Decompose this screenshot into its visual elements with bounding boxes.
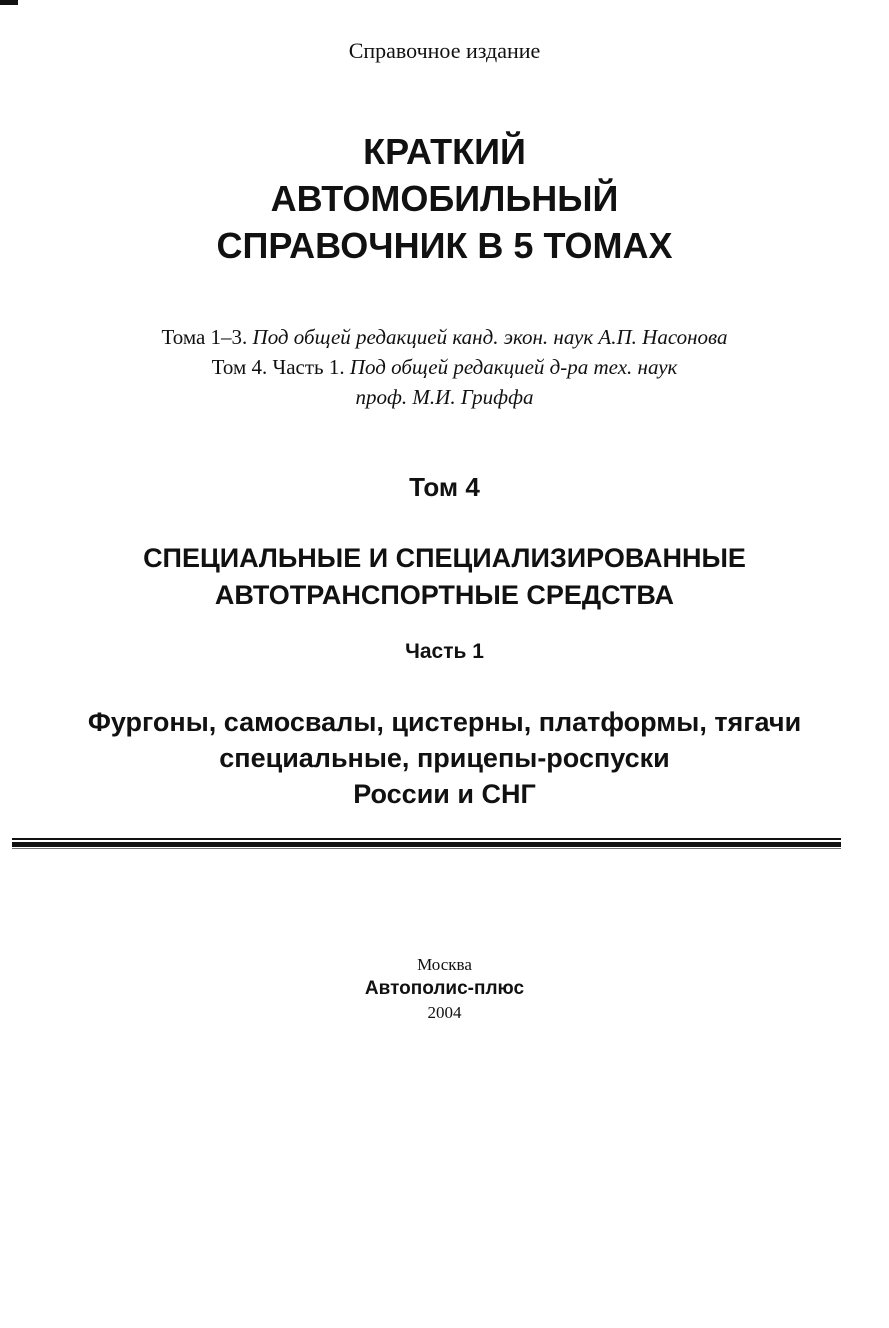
imprint-city: Москва [417,955,472,974]
editors-line-2-italic: Под общей редакцией д-ра тех. наук [349,355,678,379]
divider-rule [12,838,841,850]
editors-line-1-italic: Под общей редакцией канд. экон. наук А.П. Насонова [252,325,728,349]
editors-line-3 [0,382,889,412]
book-title-line-1: КРАТКИЙ [363,131,526,172]
editors-line-1 [0,322,889,352]
imprint-year: 2004 [427,1003,462,1022]
edition-type: Справочное издание [348,38,541,63]
editors-line-2 [0,352,889,382]
part-content [0,704,889,812]
book-title [0,128,889,269]
volume-heading: Том 4 [409,472,480,502]
part-heading: Часть 1 [405,640,484,663]
part-content-line-3: России и СНГ [353,779,536,809]
part-content-line-2: специальные, прицепы-роспуски [219,743,670,773]
editors-line-3-italic: проф. М.И. Гриффа [355,385,534,409]
part-content-line-1: Фургоны, самосвалы, цистерны, платформы, тягачи [87,707,802,737]
editors-line-2-prefix: Том 4. Часть 1. [211,355,350,379]
book-title-line-2: АВТОМОБИЛЬНЫЙ [270,178,619,219]
editors-block [0,322,889,412]
volume-subject [0,540,889,614]
volume-subject-line-2: АВТОТРАНСПОРТНЫЕ СРЕДСТВА [214,580,675,610]
book-title-line-3: СПРАВОЧНИК В 5 ТОМАХ [216,225,673,266]
editors-line-1-prefix: Тома 1–3. [161,325,253,349]
imprint-publisher: Автополис-плюс [364,978,525,999]
volume-subject-line-1: СПЕЦИАЛЬНЫЕ И СПЕЦИАЛИЗИРОВАННЫЕ [143,543,746,573]
scan-mark [0,0,18,5]
